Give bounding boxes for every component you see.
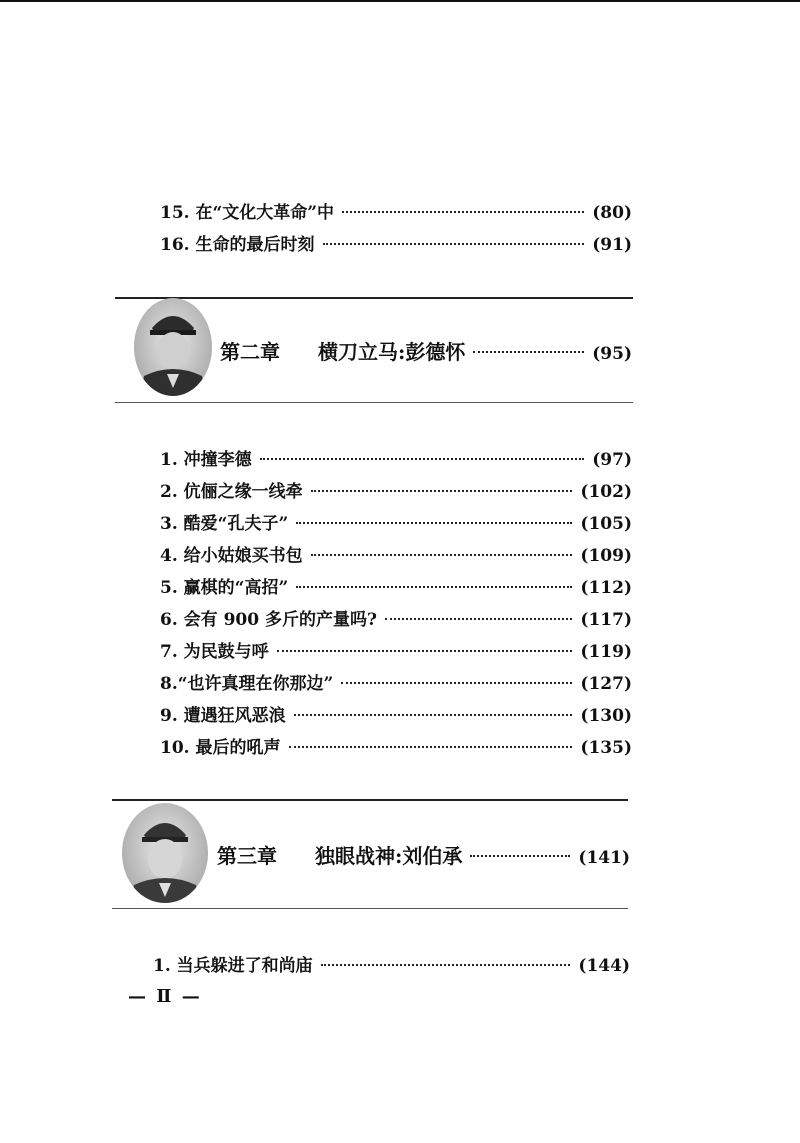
toc-entry-page: (109) [580,546,632,566]
toc-entry-page: (117) [580,610,632,630]
toc-entry-title: 3. 酷爱“孔夫子” [160,514,289,534]
dot-leader [296,522,572,524]
dot-leader [296,586,572,588]
chapter2-page: (95) [592,344,632,364]
toc-entry[interactable] [160,202,632,224]
dot-leader [311,490,573,492]
toc-entry-title: 10. 最后的吼声 [160,738,281,758]
toc-entry-title: 1. 冲撞李德 [160,450,252,470]
dot-leader [294,714,573,716]
chapter3-page: (141) [578,848,630,868]
toc-entry[interactable] [160,673,632,695]
chapter3-bottom-rule [112,908,628,909]
toc-entry-title: 16. 生命的最后时刻 [160,235,315,255]
chapter2-top-rule [115,297,633,299]
page-folio: — Ⅱ — [128,986,202,1007]
toc-entry[interactable] [160,737,632,759]
officer-portrait-icon [134,298,212,396]
toc-entry[interactable] [160,577,632,599]
toc-entry[interactable] [160,705,632,727]
toc-entry[interactable] [160,641,632,663]
chapter3-heading[interactable] [217,843,630,871]
dot-leader [323,243,585,245]
chapter2-bottom-rule [115,402,633,403]
toc-entry-title: 9. 遭遇狂风恶浪 [160,706,286,726]
dot-leader [341,682,572,684]
toc-entry[interactable] [160,449,632,471]
toc-entry-page: (102) [580,482,632,502]
dot-leader [342,211,584,213]
toc-entry[interactable] [153,955,630,977]
toc-entry-page: (130) [580,706,632,726]
toc-entry[interactable] [160,481,632,503]
toc-entry-title: 2. 伉俪之缘一线牵 [160,482,303,502]
toc-entry[interactable] [160,609,632,631]
toc-entry[interactable] [160,234,632,256]
toc-entry-page: (112) [580,578,632,598]
toc-entry-title: 7. 为民鼓与呼 [160,642,269,662]
toc-entry-title: 1. 当兵躲进了和尚庙 [153,956,313,976]
dot-leader [311,554,573,556]
toc-entry[interactable] [160,513,632,535]
chapter2-portrait [134,298,212,396]
chapter2-heading[interactable] [220,339,632,367]
toc-entry-page: (97) [592,450,632,470]
toc-entry-title: 5. 赢棋的“高招” [160,578,289,598]
chapter3-title: 独眼战神:刘伯承 [315,844,463,868]
dot-leader [470,855,570,857]
toc-entry-title: 6. 会有 900 多斤的产量吗? [160,610,377,630]
dot-leader [260,458,585,460]
toc-entry-page: (105) [580,514,632,534]
toc-entry-page: (119) [580,642,632,662]
chapter2-number: 第二章 [220,340,280,364]
dot-leader [277,650,573,652]
chapter3-number: 第三章 [217,844,277,868]
toc-entry-title: 15. 在“文化大革命”中 [160,203,335,223]
chapter2-title: 横刀立马:彭德怀 [318,340,466,364]
dot-leader [321,964,571,966]
toc-entry-page: (144) [578,956,630,976]
toc-entry-page: (80) [592,203,632,223]
page-top-border [0,0,800,2]
toc-entry-title: 4. 给小姑娘买书包 [160,546,303,566]
chapter3-portrait [122,803,208,903]
dot-leader [385,618,572,620]
toc-entry-page: (135) [580,738,632,758]
toc-entry[interactable] [160,545,632,567]
toc-entry-title: 8.“也许真理在你那边” [160,674,334,694]
dot-leader [289,746,573,748]
toc-entry-page: (127) [580,674,632,694]
dot-leader [473,351,584,353]
toc-entry-page: (91) [592,235,632,255]
officer-portrait-icon [122,803,208,903]
chapter3-top-rule [112,799,628,801]
